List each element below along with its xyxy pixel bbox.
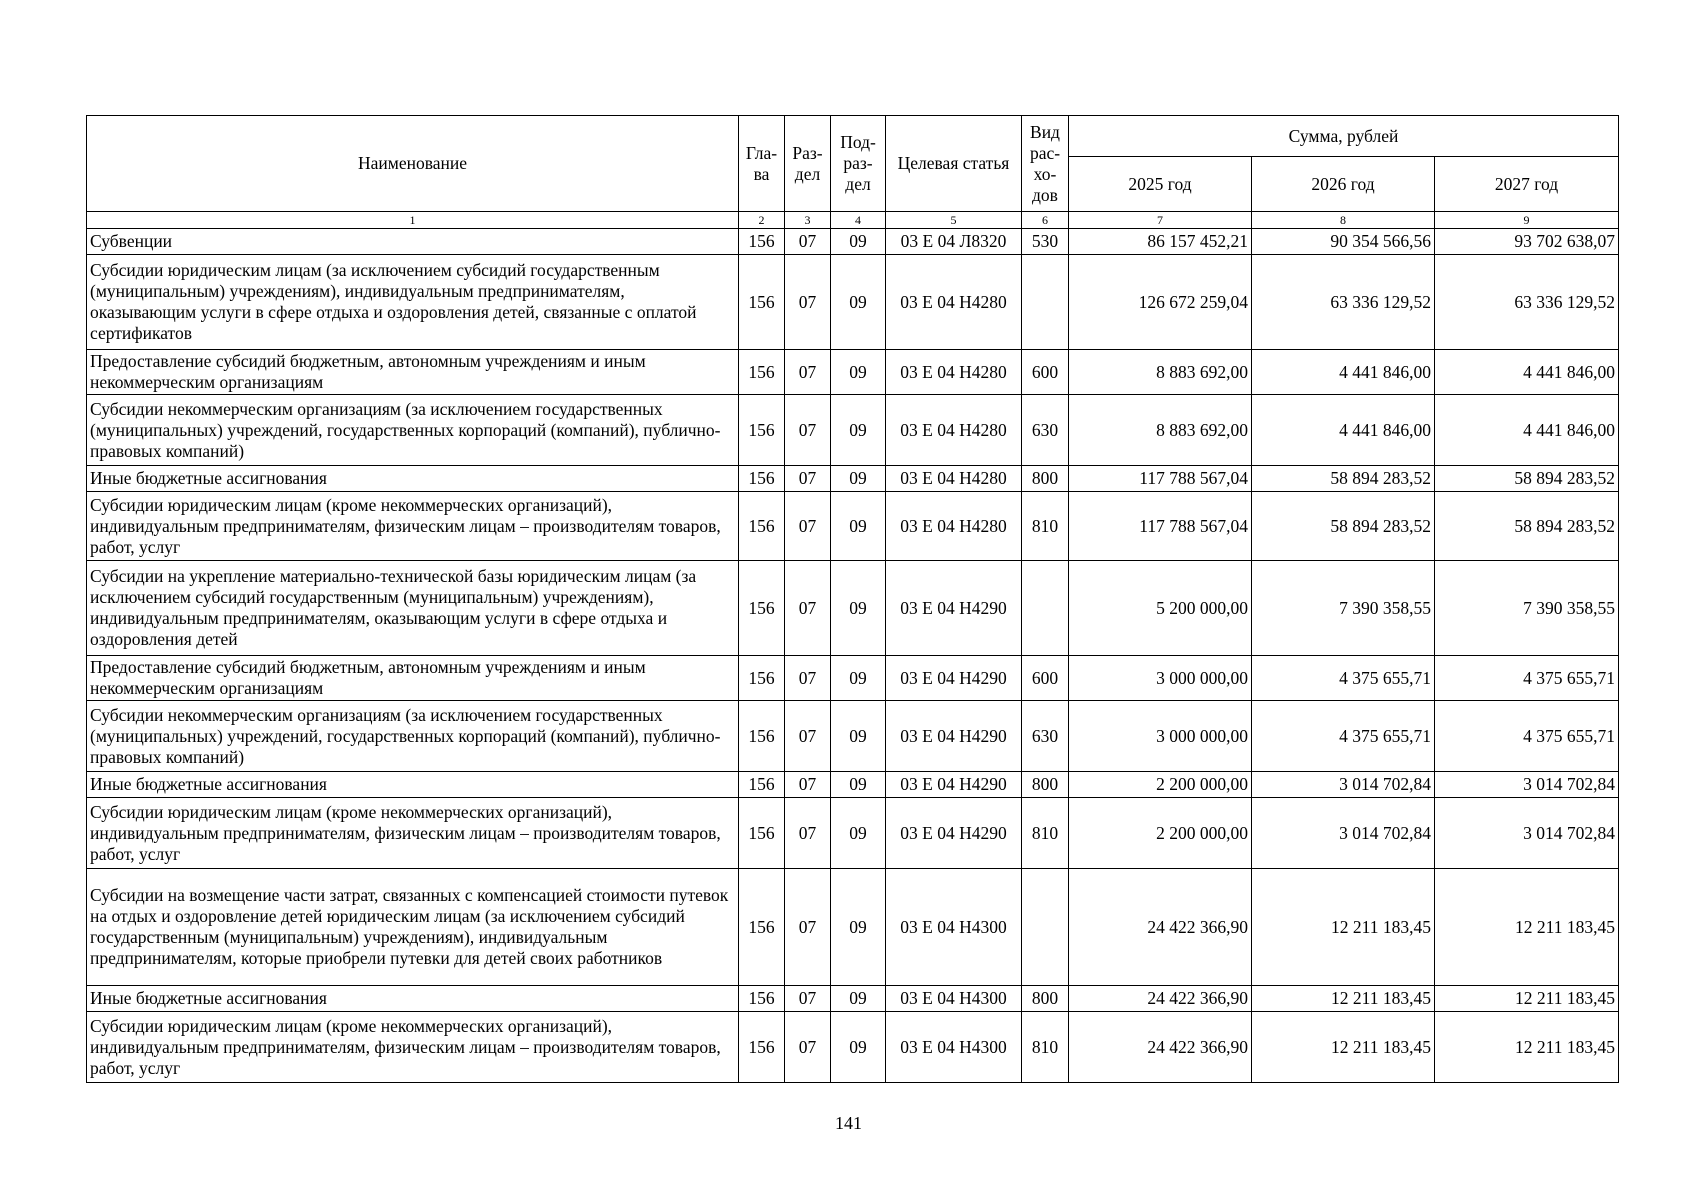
row-amount-2027: 12 211 183,45	[1435, 869, 1619, 986]
row-glava: 156	[739, 229, 785, 255]
row-glava: 156	[739, 466, 785, 492]
row-amount-2026: 90 354 566,56	[1252, 229, 1435, 255]
row-celevaya-statya: 03 Е 04 Н4280	[886, 255, 1022, 350]
row-celevaya-statya: 03 Е 04 Н4290	[886, 772, 1022, 798]
row-amount-2026: 12 211 183,45	[1252, 1012, 1435, 1083]
column-number: 1	[87, 212, 739, 229]
row-amount-2025: 117 788 567,04	[1069, 492, 1252, 561]
row-vid-rashodov: 810	[1022, 1012, 1069, 1083]
row-amount-2027: 12 211 183,45	[1435, 1012, 1619, 1083]
row-razdel: 07	[785, 656, 831, 701]
row-amount-2026: 58 894 283,52	[1252, 466, 1435, 492]
row-name: Предоставление субсидий бюджетным, автономным учреждениям и иным некоммерческим организациям	[87, 656, 739, 701]
header-podrazdel: Под-раз-дел	[831, 116, 886, 212]
row-podrazdel: 09	[831, 466, 886, 492]
row-amount-2025: 8 883 692,00	[1069, 395, 1252, 466]
row-glava: 156	[739, 701, 785, 772]
row-name: Субсидии юридическим лицам (кроме некоммерческих организаций), индивидуальным предпринимателям, физическим лицам – производителям товаров, работ, услуг	[87, 798, 739, 869]
table-row	[87, 561, 1619, 656]
row-glava: 156	[739, 255, 785, 350]
row-amount-2025: 126 672 259,04	[1069, 255, 1252, 350]
row-vid-rashodov: 600	[1022, 656, 1069, 701]
column-number: 5	[886, 212, 1022, 229]
table-row	[87, 395, 1619, 466]
column-number: 7	[1069, 212, 1252, 229]
row-amount-2026: 58 894 283,52	[1252, 492, 1435, 561]
row-celevaya-statya: 03 Е 04 Н4280	[886, 350, 1022, 395]
row-amount-2027: 58 894 283,52	[1435, 466, 1619, 492]
row-glava: 156	[739, 492, 785, 561]
row-podrazdel: 09	[831, 395, 886, 466]
column-number: 2	[739, 212, 785, 229]
row-glava: 156	[739, 772, 785, 798]
row-vid-rashodov: 630	[1022, 395, 1069, 466]
row-razdel: 07	[785, 986, 831, 1012]
row-razdel: 07	[785, 1012, 831, 1083]
row-glava: 156	[739, 986, 785, 1012]
row-amount-2025: 24 422 366,90	[1069, 986, 1252, 1012]
row-podrazdel: 09	[831, 869, 886, 986]
row-amount-2027: 4 375 655,71	[1435, 701, 1619, 772]
row-amount-2026: 4 375 655,71	[1252, 701, 1435, 772]
row-name: Субсидии на укрепление материально-технической базы юридическим лицам (за исключением субсидий государственным (муниципальным) учреждениям), индивидуальным предпринимателям, оказывающим услуги в сфере отдыха и оздоровления детей	[87, 561, 739, 656]
header-vid-rashodov: Вид рас-хо-дов	[1022, 116, 1069, 212]
row-name: Субсидии на возмещение части затрат, связанных с компенсацией стоимости путевок на отдых и оздоровление детей юридическим лицам (за исключением субсидий государственным (муниципальным) учреждениям), индивидуальным предпринимателям, которые приобрели путевки для детей своих работников	[87, 869, 739, 986]
header-celevaya-statya: Целевая статья	[886, 116, 1022, 212]
budget-table	[86, 115, 1619, 1083]
row-glava: 156	[739, 1012, 785, 1083]
row-vid-rashodov: 810	[1022, 492, 1069, 561]
row-razdel: 07	[785, 772, 831, 798]
row-amount-2025: 86 157 452,21	[1069, 229, 1252, 255]
row-name: Предоставление субсидий бюджетным, автономным учреждениям и иным некоммерческим организациям	[87, 350, 739, 395]
header-year-2027: 2027 год	[1435, 157, 1619, 212]
table-row	[87, 772, 1619, 798]
row-vid-rashodov: 810	[1022, 798, 1069, 869]
row-amount-2025: 2 200 000,00	[1069, 798, 1252, 869]
row-name: Субсидии юридическим лицам (за исключением субсидий государственным (муниципальным) учреждениям), индивидуальным предпринимателям, оказывающим услуги в сфере отдыха и оздоровления детей, связанные с оплатой сертификатов	[87, 255, 739, 350]
row-amount-2025: 5 200 000,00	[1069, 561, 1252, 656]
row-name: Иные бюджетные ассигнования	[87, 466, 739, 492]
table-row	[87, 986, 1619, 1012]
column-number: 6	[1022, 212, 1069, 229]
table-row	[87, 255, 1619, 350]
table-row	[87, 869, 1619, 986]
row-podrazdel: 09	[831, 986, 886, 1012]
row-amount-2027: 12 211 183,45	[1435, 986, 1619, 1012]
table-row	[87, 492, 1619, 561]
page-number: 141	[835, 1113, 862, 1133]
row-podrazdel: 09	[831, 229, 886, 255]
row-celevaya-statya: 03 Е 04 Н4290	[886, 701, 1022, 772]
row-glava: 156	[739, 869, 785, 986]
row-podrazdel: 09	[831, 492, 886, 561]
table-row	[87, 798, 1619, 869]
row-amount-2027: 4 441 846,00	[1435, 395, 1619, 466]
row-amount-2026: 7 390 358,55	[1252, 561, 1435, 656]
row-amount-2027: 58 894 283,52	[1435, 492, 1619, 561]
row-celevaya-statya: 03 Е 04 Н4280	[886, 466, 1022, 492]
row-amount-2025: 117 788 567,04	[1069, 466, 1252, 492]
row-glava: 156	[739, 350, 785, 395]
row-amount-2025: 3 000 000,00	[1069, 701, 1252, 772]
table-row	[87, 701, 1619, 772]
row-amount-2026: 3 014 702,84	[1252, 798, 1435, 869]
header-summa: Сумма, рублей	[1069, 116, 1619, 157]
row-vid-rashodov	[1022, 255, 1069, 350]
row-celevaya-statya: 03 Е 04 Л8320	[886, 229, 1022, 255]
row-celevaya-statya: 03 Е 04 Н4300	[886, 1012, 1022, 1083]
row-podrazdel: 09	[831, 656, 886, 701]
row-podrazdel: 09	[831, 701, 886, 772]
row-amount-2027: 4 375 655,71	[1435, 656, 1619, 701]
row-podrazdel: 09	[831, 772, 886, 798]
row-amount-2026: 63 336 129,52	[1252, 255, 1435, 350]
row-vid-rashodov	[1022, 561, 1069, 656]
row-vid-rashodov: 800	[1022, 772, 1069, 798]
table-body	[87, 229, 1619, 1083]
row-razdel: 07	[785, 701, 831, 772]
row-amount-2027: 63 336 129,52	[1435, 255, 1619, 350]
row-amount-2026: 4 375 655,71	[1252, 656, 1435, 701]
row-amount-2026: 4 441 846,00	[1252, 395, 1435, 466]
row-name: Иные бюджетные ассигнования	[87, 772, 739, 798]
column-number: 8	[1252, 212, 1435, 229]
row-razdel: 07	[785, 350, 831, 395]
row-amount-2027: 93 702 638,07	[1435, 229, 1619, 255]
row-celevaya-statya: 03 Е 04 Н4300	[886, 986, 1022, 1012]
row-name: Субвенции	[87, 229, 739, 255]
table-header	[87, 116, 1619, 229]
row-podrazdel: 09	[831, 255, 886, 350]
row-vid-rashodov: 630	[1022, 701, 1069, 772]
row-razdel: 07	[785, 466, 831, 492]
row-razdel: 07	[785, 561, 831, 656]
row-amount-2026: 12 211 183,45	[1252, 869, 1435, 986]
row-celevaya-statya: 03 Е 04 Н4300	[886, 869, 1022, 986]
row-celevaya-statya: 03 Е 04 Н4280	[886, 395, 1022, 466]
row-razdel: 07	[785, 492, 831, 561]
row-vid-rashodov	[1022, 869, 1069, 986]
row-amount-2027: 3 014 702,84	[1435, 772, 1619, 798]
row-celevaya-statya: 03 Е 04 Н4290	[886, 561, 1022, 656]
row-podrazdel: 09	[831, 1012, 886, 1083]
table-row	[87, 1012, 1619, 1083]
header-name: Наименование	[87, 116, 739, 212]
row-podrazdel: 09	[831, 350, 886, 395]
row-vid-rashodov: 800	[1022, 986, 1069, 1012]
row-vid-rashodov: 600	[1022, 350, 1069, 395]
row-amount-2026: 4 441 846,00	[1252, 350, 1435, 395]
row-razdel: 07	[785, 255, 831, 350]
table-row	[87, 229, 1619, 255]
row-glava: 156	[739, 798, 785, 869]
row-amount-2025: 2 200 000,00	[1069, 772, 1252, 798]
row-amount-2027: 4 441 846,00	[1435, 350, 1619, 395]
header-glava: Гла-ва	[739, 116, 785, 212]
row-amount-2025: 24 422 366,90	[1069, 869, 1252, 986]
row-name: Иные бюджетные ассигнования	[87, 986, 739, 1012]
header-year-2026: 2026 год	[1252, 157, 1435, 212]
row-name: Субсидии юридическим лицам (кроме некоммерческих организаций), индивидуальным предпринимателям, физическим лицам – производителям товаров, работ, услуг	[87, 1012, 739, 1083]
row-razdel: 07	[785, 869, 831, 986]
row-celevaya-statya: 03 Е 04 Н4290	[886, 656, 1022, 701]
row-glava: 156	[739, 656, 785, 701]
row-vid-rashodov: 800	[1022, 466, 1069, 492]
row-celevaya-statya: 03 Е 04 Н4290	[886, 798, 1022, 869]
row-name: Субсидии некоммерческим организациям (за исключением государственных (муниципальных) учреждений, государственных корпораций (компаний), публично-правовых компаний)	[87, 701, 739, 772]
row-podrazdel: 09	[831, 561, 886, 656]
row-amount-2027: 3 014 702,84	[1435, 798, 1619, 869]
row-amount-2027: 7 390 358,55	[1435, 561, 1619, 656]
header-year-2025: 2025 год	[1069, 157, 1252, 212]
row-celevaya-statya: 03 Е 04 Н4280	[886, 492, 1022, 561]
row-glava: 156	[739, 395, 785, 466]
row-name: Субсидии юридическим лицам (кроме некоммерческих организаций), индивидуальным предпринимателям, физическим лицам – производителям товаров, работ, услуг	[87, 492, 739, 561]
column-number: 4	[831, 212, 886, 229]
row-razdel: 07	[785, 395, 831, 466]
column-number: 3	[785, 212, 831, 229]
table-row	[87, 656, 1619, 701]
header-razdel: Раз-дел	[785, 116, 831, 212]
row-razdel: 07	[785, 229, 831, 255]
row-amount-2026: 12 211 183,45	[1252, 986, 1435, 1012]
row-razdel: 07	[785, 798, 831, 869]
column-number: 9	[1435, 212, 1619, 229]
row-amount-2025: 24 422 366,90	[1069, 1012, 1252, 1083]
row-vid-rashodov: 530	[1022, 229, 1069, 255]
column-numbers-row	[87, 212, 1619, 229]
row-name: Субсидии некоммерческим организациям (за исключением государственных (муниципальных) учреждений, государственных корпораций (компаний), публично-правовых компаний)	[87, 395, 739, 466]
table-row	[87, 466, 1619, 492]
row-amount-2025: 3 000 000,00	[1069, 656, 1252, 701]
row-amount-2025: 8 883 692,00	[1069, 350, 1252, 395]
row-glava: 156	[739, 561, 785, 656]
table-row	[87, 350, 1619, 395]
row-podrazdel: 09	[831, 798, 886, 869]
row-amount-2026: 3 014 702,84	[1252, 772, 1435, 798]
